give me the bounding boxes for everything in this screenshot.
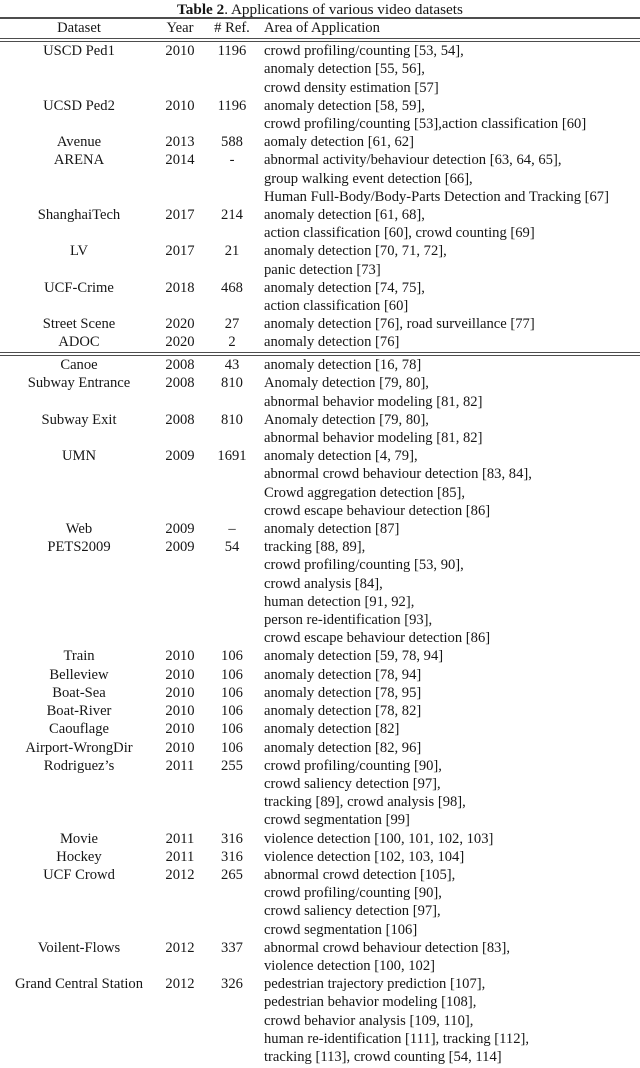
year-cell: 2018: [165, 279, 195, 296]
year-cell: 2020: [165, 316, 195, 333]
application-line: anomaly detection [78, 82]: [264, 703, 422, 720]
year-cell: 2008: [165, 375, 195, 392]
table-caption: [0, 0, 640, 17]
application-line: crowd behavior analysis [109, 110],: [264, 1012, 474, 1029]
application-line: crowd analysis [84],: [264, 575, 383, 592]
year-cell: 2010: [165, 666, 195, 683]
application-line: crowd segmentation [99]: [264, 812, 410, 829]
applications-cell: [262, 411, 640, 447]
dataset-name-cell: UMN: [61, 448, 97, 465]
column-header-ref: # Ref.: [214, 19, 250, 36]
application-line: anomaly detection [78, 94]: [264, 666, 422, 683]
table-row: [0, 538, 640, 647]
applications-cell: [262, 151, 640, 206]
ref-count-cell: –: [228, 521, 236, 538]
ref-count-cell: 106: [221, 648, 243, 665]
dataset-name-cell: UCF Crowd: [43, 866, 115, 883]
dataset-name-cell: ARENA: [53, 152, 105, 169]
year-cell: 2020: [165, 334, 195, 351]
dataset-name-cell: Hockey: [56, 848, 102, 865]
year-cell: 2009: [165, 539, 195, 556]
application-line: Human Full-Body/Body-Parts Detection and Tracking [67]: [264, 188, 609, 205]
table-row: [0, 720, 640, 738]
application-line: violence detection [100, 102]: [264, 957, 436, 974]
table-caption-text: . Applications of various video datasets: [224, 1, 463, 18]
dataset-name-cell: Airport-WrongDir: [25, 739, 133, 756]
dataset-name-cell: ShanghaiTech: [37, 207, 121, 224]
applications-cell: [262, 939, 640, 975]
table-row: [0, 242, 640, 278]
applications-cell: [262, 520, 640, 538]
applications-cell: [262, 848, 640, 866]
ref-count-cell: 54: [224, 539, 240, 556]
application-line: anomaly detection [16, 78]: [264, 357, 422, 374]
application-line: anomaly detection [59, 78, 94]: [264, 648, 444, 665]
table-row: [0, 447, 640, 520]
year-cell: 2011: [165, 757, 195, 774]
dataset-name-cell: Rodriguez’s: [43, 757, 115, 774]
application-line: anomaly detection [76]: [264, 334, 400, 351]
dataset-name-cell: LV: [69, 243, 89, 260]
year-cell: 2010: [165, 739, 195, 756]
table-row: [0, 647, 640, 665]
application-line: pedestrian behavior modeling [108],: [264, 994, 477, 1011]
ref-count-cell: 1691: [217, 448, 247, 465]
ref-count-cell: 106: [221, 721, 243, 738]
application-line: anomaly detection [58, 59],: [264, 97, 425, 114]
dataset-name-cell: Boat-River: [46, 703, 112, 720]
applications-cell: [262, 97, 640, 133]
applications-cell: [262, 538, 640, 647]
dataset-name-cell: Web: [65, 521, 93, 538]
ref-count-cell: 106: [221, 666, 243, 683]
application-line: crowd saliency detection [97],: [264, 775, 441, 792]
application-line: anomaly detection [74, 75],: [264, 279, 425, 296]
dataset-name-cell: Street Scene: [42, 316, 116, 333]
ref-count-cell: 106: [221, 739, 243, 756]
dataset-name-cell: Canoe: [60, 357, 98, 374]
ref-count-cell: 21: [224, 243, 240, 260]
table-row: [0, 374, 640, 410]
application-line: abnormal crowd behaviour detection [83, 84],: [264, 466, 532, 483]
application-line: human detection [91, 92],: [264, 593, 415, 610]
application-line: Anomaly detection [79, 80],: [264, 375, 429, 392]
applications-cell: [262, 356, 640, 374]
year-cell: 2013: [165, 134, 195, 151]
application-line: aomaly detection [61, 62]: [264, 134, 414, 151]
ref-count-cell: 255: [221, 757, 243, 774]
year-cell: 2012: [165, 939, 195, 956]
dataset-name-cell: Subway Entrance: [27, 375, 131, 392]
table-row: [0, 939, 640, 975]
table-row: [0, 97, 640, 133]
dataset-name-cell: ADOC: [58, 334, 100, 351]
application-line: action classification [60]: [264, 298, 409, 315]
applications-cell: [262, 702, 640, 720]
table-row: [0, 866, 640, 939]
year-cell: 2012: [165, 866, 195, 883]
ref-count-cell: 326: [221, 976, 243, 993]
application-line: Anomaly detection [79, 80],: [264, 411, 429, 428]
table-row: [0, 520, 640, 538]
ref-count-cell: 1196: [217, 97, 247, 114]
ref-count-cell: 27: [224, 316, 240, 333]
application-line: crowd profiling/counting [53, 90],: [264, 557, 464, 574]
table-section-recent: [0, 42, 640, 351]
application-line: anomaly detection [55, 56],: [264, 61, 425, 78]
ref-count-cell: 810: [221, 375, 243, 392]
column-header-area: Area of Application: [264, 19, 380, 36]
ref-count-cell: 316: [221, 848, 243, 865]
dataset-name-cell: Subway Exit: [41, 411, 117, 428]
application-line: abnormal behavior modeling [81, 82]: [264, 393, 483, 410]
application-line: pedestrian trajectory prediction [107],: [264, 976, 486, 993]
application-line: anomaly detection [61, 68],: [264, 207, 425, 224]
application-line: crowd profiling/counting [53],action classification [60]: [264, 116, 587, 132]
year-cell: 2011: [165, 848, 195, 865]
application-line: action classification [60], crowd counting [69]: [264, 225, 535, 242]
year-cell: 2017: [165, 243, 195, 260]
application-line: crowd saliency detection [97],: [264, 903, 441, 920]
application-line: abnormal crowd detection [105],: [264, 866, 456, 883]
year-cell: 2008: [165, 357, 195, 374]
year-cell: 2010: [165, 721, 195, 738]
application-line: violence detection [102, 103, 104]: [264, 848, 465, 865]
year-cell: 2012: [165, 976, 195, 993]
application-line: anomaly detection [87]: [264, 521, 400, 538]
applications-cell: [262, 242, 640, 278]
application-line: anomaly detection [4, 79],: [264, 448, 418, 465]
ref-count-cell: 214: [221, 207, 243, 224]
applications-cell: [262, 315, 640, 333]
dataset-name-cell: UCF-Crime: [44, 279, 114, 296]
table-row: [0, 333, 640, 351]
dataset-name-cell: Voilent-Flows: [37, 939, 121, 956]
applications-cell: [262, 757, 640, 830]
table-row: [0, 830, 640, 848]
application-line: crowd density estimation [57]: [264, 79, 439, 96]
ref-count-cell: 2: [228, 334, 236, 351]
table-row: [0, 666, 640, 684]
applications-cell: [262, 666, 640, 684]
table-row: [0, 279, 640, 315]
year-cell: 2010: [165, 97, 195, 114]
application-line: anomaly detection [82, 96]: [264, 739, 422, 756]
ref-count-cell: 1196: [217, 43, 247, 60]
dataset-name-cell: Train: [63, 648, 95, 665]
dataset-name-cell: PETS2009: [47, 539, 111, 556]
application-line: crowd profiling/counting [53, 54],: [264, 43, 464, 60]
applications-cell: [262, 647, 640, 665]
dataset-name-cell: USCD Ped1: [43, 43, 115, 60]
application-line: anomaly detection [76], road surveillance [77]: [264, 316, 535, 333]
year-cell: 2017: [165, 207, 195, 224]
table-row: [0, 739, 640, 757]
table-caption-label: Table 2: [177, 1, 225, 18]
application-line: tracking [88, 89],: [264, 539, 366, 556]
application-line: anomaly detection [70, 71, 72],: [264, 243, 447, 260]
ref-count-cell: 43: [224, 357, 240, 374]
ref-count-cell: 106: [221, 684, 243, 701]
year-cell: 2010: [165, 703, 195, 720]
applications-cell: [262, 830, 640, 848]
application-line: abnormal behavior modeling [81, 82]: [264, 430, 483, 447]
application-line: violence detection [100, 101, 102, 103]: [264, 830, 494, 847]
table-row: [0, 151, 640, 206]
application-line: crowd profiling/counting [90],: [264, 885, 442, 902]
dataset-name-cell: Movie: [59, 830, 99, 847]
application-line: crowd escape behaviour detection [86]: [264, 502, 491, 519]
applications-cell: [262, 42, 640, 97]
ref-count-cell: 810: [221, 411, 243, 428]
dataset-name-cell: Boat-Sea: [52, 684, 106, 701]
year-cell: 2008: [165, 411, 195, 428]
dataset-name-cell: UCSD Ped2: [43, 97, 115, 114]
table-row: [0, 133, 640, 151]
year-cell: 2014: [165, 152, 195, 169]
table-row: [0, 356, 640, 374]
year-cell: 2011: [165, 830, 195, 847]
applications-cell: [262, 333, 640, 351]
year-cell: 2009: [165, 448, 195, 465]
ref-count-cell: 265: [221, 866, 243, 883]
application-line: anomaly detection [82]: [264, 721, 400, 738]
table-row: [0, 315, 640, 333]
table-section-older: [0, 356, 640, 1066]
application-line: tracking [113], crowd counting [54, 114]: [264, 1048, 502, 1065]
table-row: [0, 848, 640, 866]
ref-count-cell: 106: [221, 703, 243, 720]
table-row: [0, 702, 640, 720]
application-line: crowd escape behaviour detection [86]: [264, 630, 491, 647]
applications-cell: [262, 447, 640, 520]
application-line: person re-identification [93],: [264, 612, 433, 629]
application-line: human re-identification [111], tracking [112],: [264, 1030, 530, 1047]
applications-cell: [262, 374, 640, 410]
applications-cell: [262, 975, 640, 1066]
applications-cell: [262, 206, 640, 242]
application-line: crowd segmentation [106]: [264, 921, 418, 938]
applications-cell: [262, 866, 640, 939]
year-cell: 2010: [165, 43, 195, 60]
year-cell: 2010: [165, 648, 195, 665]
table-row: [0, 206, 640, 242]
table-header-row: [0, 19, 640, 38]
applications-cell: [262, 684, 640, 702]
application-line: crowd profiling/counting [90],: [264, 757, 442, 774]
ref-count-cell: -: [229, 152, 235, 169]
application-line: panic detection [73]: [264, 261, 381, 278]
table-row: [0, 684, 640, 702]
table-row: [0, 975, 640, 1066]
table-row: [0, 757, 640, 830]
table-row: [0, 42, 640, 97]
application-line: anomaly detection [78, 95]: [264, 684, 422, 701]
application-line: group walking event detection [66],: [264, 170, 473, 187]
ref-count-cell: 468: [221, 279, 243, 296]
application-line: abnormal activity/behaviour detection [63, 64, 65],: [264, 152, 562, 169]
column-header-dataset: Dataset: [57, 19, 101, 36]
dataset-name-cell: Grand Central Station: [14, 976, 144, 993]
applications-cell: [262, 279, 640, 315]
year-cell: 2009: [165, 521, 195, 538]
application-line: Crowd aggregation detection [85],: [264, 484, 466, 501]
ref-count-cell: 337: [221, 939, 243, 956]
ref-count-cell: 316: [221, 830, 243, 847]
application-line: abnormal crowd behaviour detection [83],: [264, 939, 510, 956]
year-cell: 2010: [165, 684, 195, 701]
ref-count-cell: 588: [221, 134, 243, 151]
dataset-name-cell: Caouflage: [49, 721, 109, 738]
applications-cell: [262, 133, 640, 151]
dataset-name-cell: Belleview: [49, 666, 109, 683]
dataset-name-cell: Avenue: [56, 134, 102, 151]
application-line: tracking [89], crowd analysis [98],: [264, 794, 466, 811]
column-header-year: Year: [166, 19, 194, 36]
applications-cell: [262, 720, 640, 738]
table-row: [0, 411, 640, 447]
applications-cell: [262, 739, 640, 757]
